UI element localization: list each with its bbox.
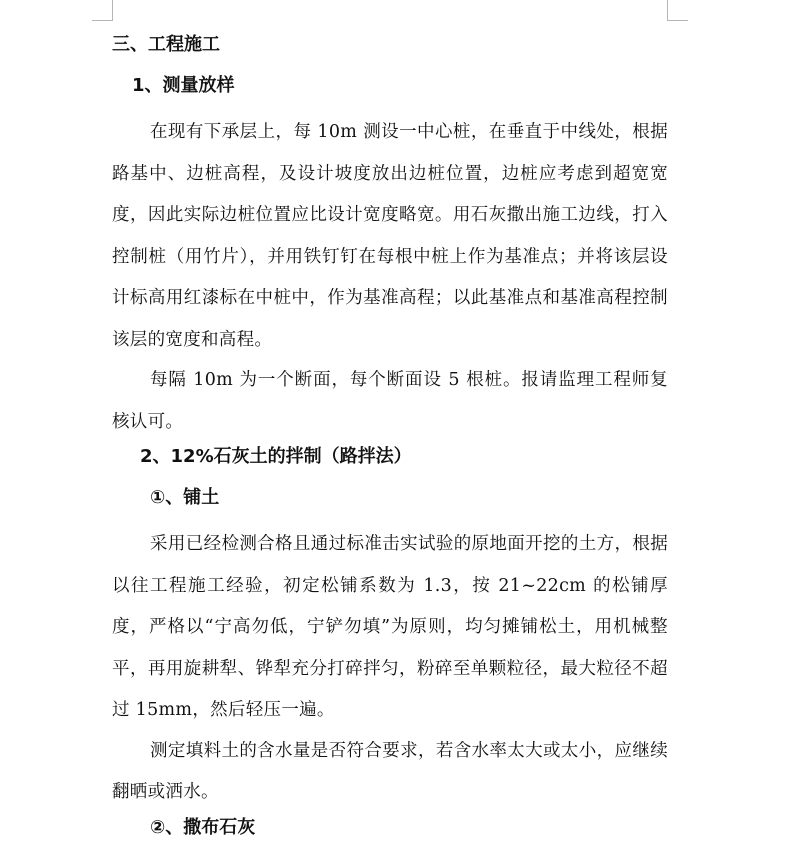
paragraph-survey-1: 在现有下承层上，每 10m 测设一中心桩，在垂直于中线处，根据路基中、边桩高程，及设计坡度放出边桩位置，边桩应考虑到超宽宽度，因此实际边桩位置应比设计宽度略宽。用石灰撒出施工边线，打入控制桩（用竹片），并用铁钉钉在每根中桩上作为基准点；并将该层设计标高用红漆标在中桩中，作为基准高程；以此基准点和基准高程控制该层的宽度和高程。 (112, 122, 668, 350)
paragraph-soil-spreading-2: 测定填料土的含水量是否符合要求，若含水率太大或太小，应继续翻晒或洒水。 (112, 740, 668, 802)
item-heading-soil-spreading: ①、铺土 (150, 487, 220, 508)
item-heading-lime-spreading: ②、撒布石灰 (150, 816, 256, 838)
paragraph-survey-2: 每隔 10m 为一个断面，每个断面设 5 根桩。报请监理工程师复核认可。 (112, 370, 668, 432)
section-heading: 三、工程施工 (112, 34, 220, 55)
subsection-heading-lime-soil: 2、12%石灰土的拌制（路拌法） (140, 446, 412, 467)
page-corner-mark-left (92, 0, 113, 21)
document-body (112, 30, 668, 854)
paragraph-soil-spreading-1: 采用已经检测合格且通过标准击实试验的原地面开挖的土方，根据以往工程施工经验，初定松铺系数为 1.3，按 21~22cm 的松铺厚度，严格以“宁高勿低，宁铲勿填”为原则，均匀摊铺松土，用机械整平，再用旋耕犁、铧犁充分打碎拌匀，粉碎至单颗粒径，最大粒径不超过 15mm，然后轻压一遍。 (112, 534, 668, 720)
subsection-heading-survey: 1、测量放样 (132, 75, 235, 96)
page-corner-mark-right (667, 0, 688, 21)
